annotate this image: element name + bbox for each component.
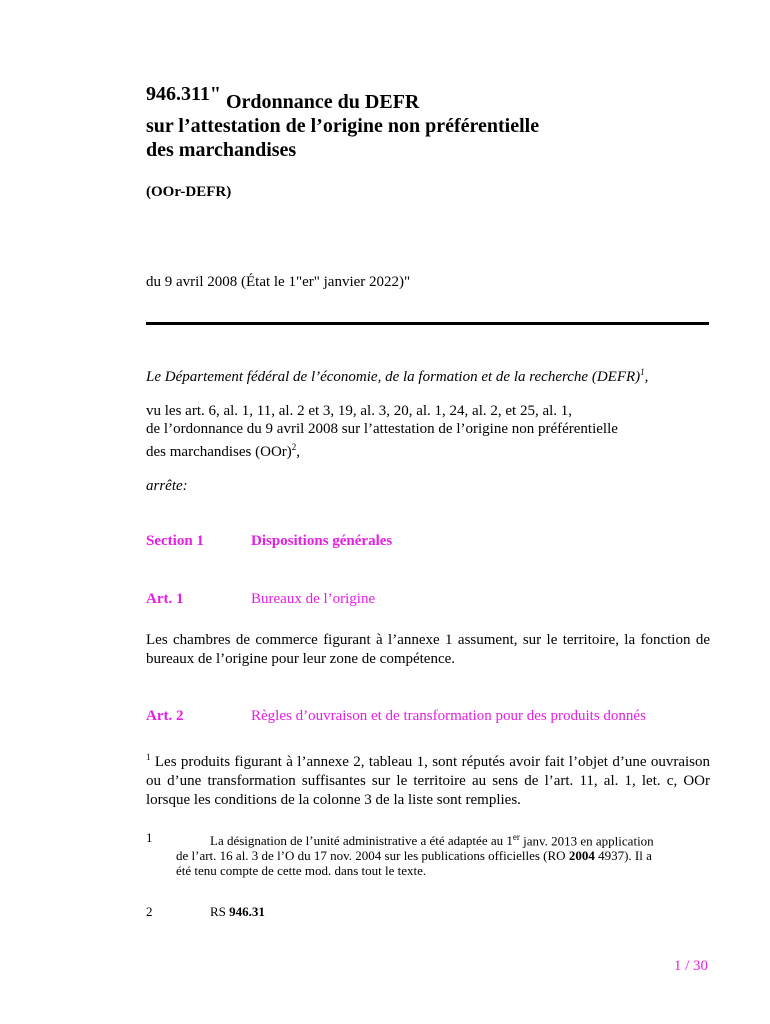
paragraph-number: 1 — [146, 752, 151, 762]
footnote-1-bold: 2004 — [568, 848, 595, 864]
footnote-2-number: 2 — [146, 904, 153, 919]
footnote-1-part-c: 4937). Il a été tenu compte de cette mod. dans tout le texte. — [176, 848, 652, 879]
article-2-title[interactable]: Règles d’ouvraison et de transformation pour des produits donnés — [251, 708, 646, 724]
article-2-body: Les produits figurant à l’annexe 2, tableau 1, sont réputés avoir fait l’objet d’une ouvraison ou d’une transformation suffisantes sur le territoire au sens de l’art. 11, al. 1, let. c, OOr lorsque les conditions de la colonne 3 de la liste sont remplies. — [146, 754, 710, 808]
article-2-number[interactable]: Art. 2 — [146, 708, 184, 724]
document-title — [146, 83, 540, 162]
vu-end: , — [296, 444, 301, 460]
abbreviation: (OOr-DEFR) — [146, 184, 232, 200]
article-1-number[interactable]: Art. 1 — [146, 591, 184, 607]
authority-end: , — [644, 369, 649, 385]
footnote-ref-1[interactable]: 1 — [640, 367, 645, 377]
issue-date: du 9 avril 2008 (État le 1"er" janvier 2022)" — [146, 274, 411, 290]
vu-line-1: vu les art. 6, al. 1, 11, al. 2 et 3, 19, al. 3, 20, al. 1, 24, al. 2, et 25, al. 1, — [146, 403, 573, 419]
page-number: 1 / 30 — [673, 958, 708, 974]
preamble-vu — [146, 402, 706, 461]
footnote-1-number: 1 — [146, 830, 153, 845]
article-2-text — [146, 748, 710, 810]
footnote-1-text — [176, 830, 656, 878]
article-1-title[interactable]: Bureaux de l’origine — [251, 591, 376, 607]
sr-number: 946.311" — [146, 83, 221, 105]
footnote-ref-2[interactable]: 2 — [291, 442, 297, 452]
footnote-2-part-a: RS — [210, 904, 230, 919]
preamble-authority — [146, 367, 648, 386]
title-line-1: Ordonnance du DEFR — [226, 91, 420, 113]
section-title[interactable]: Dispositions générales — [251, 533, 393, 549]
footnote-2-bold: 946.31 — [229, 904, 265, 919]
vu-line-3: des marchandises (OOr) — [146, 444, 292, 460]
arrete: arrête: — [146, 478, 188, 494]
authority-text: Le Département fédéral de l’économie, de la formation et de la recherche (DEFR) — [146, 369, 641, 385]
vu-line-2: de l’ordonnance du 9 avril 2008 sur l’attestation de l’origine non préférentielle — [146, 421, 618, 437]
footnote-1-part-a: La désignation de l’unité administrative a été adaptée au 1 — [210, 833, 513, 849]
title-line-2: sur l’attestation de l’origine non préférentielle — [146, 115, 540, 137]
divider — [146, 322, 709, 325]
footnote-2-text — [210, 904, 690, 919]
title-line-3: des marchandises — [146, 139, 297, 161]
footnote-1-part-b: janv. 2013 en application de l’art. 16 al. 3 de l’O du 17 nov. 2004 sur les publications officielles (RO — [176, 833, 654, 864]
article-1-text: Les chambres de commerce figurant à l’annexe 1 assument, sur le territoire, la fonction de bureaux de l’origine pour leur zone de compétence. — [146, 632, 710, 667]
footnote-1-sup: er — [512, 832, 520, 842]
section-number[interactable]: Section 1 — [146, 533, 204, 549]
